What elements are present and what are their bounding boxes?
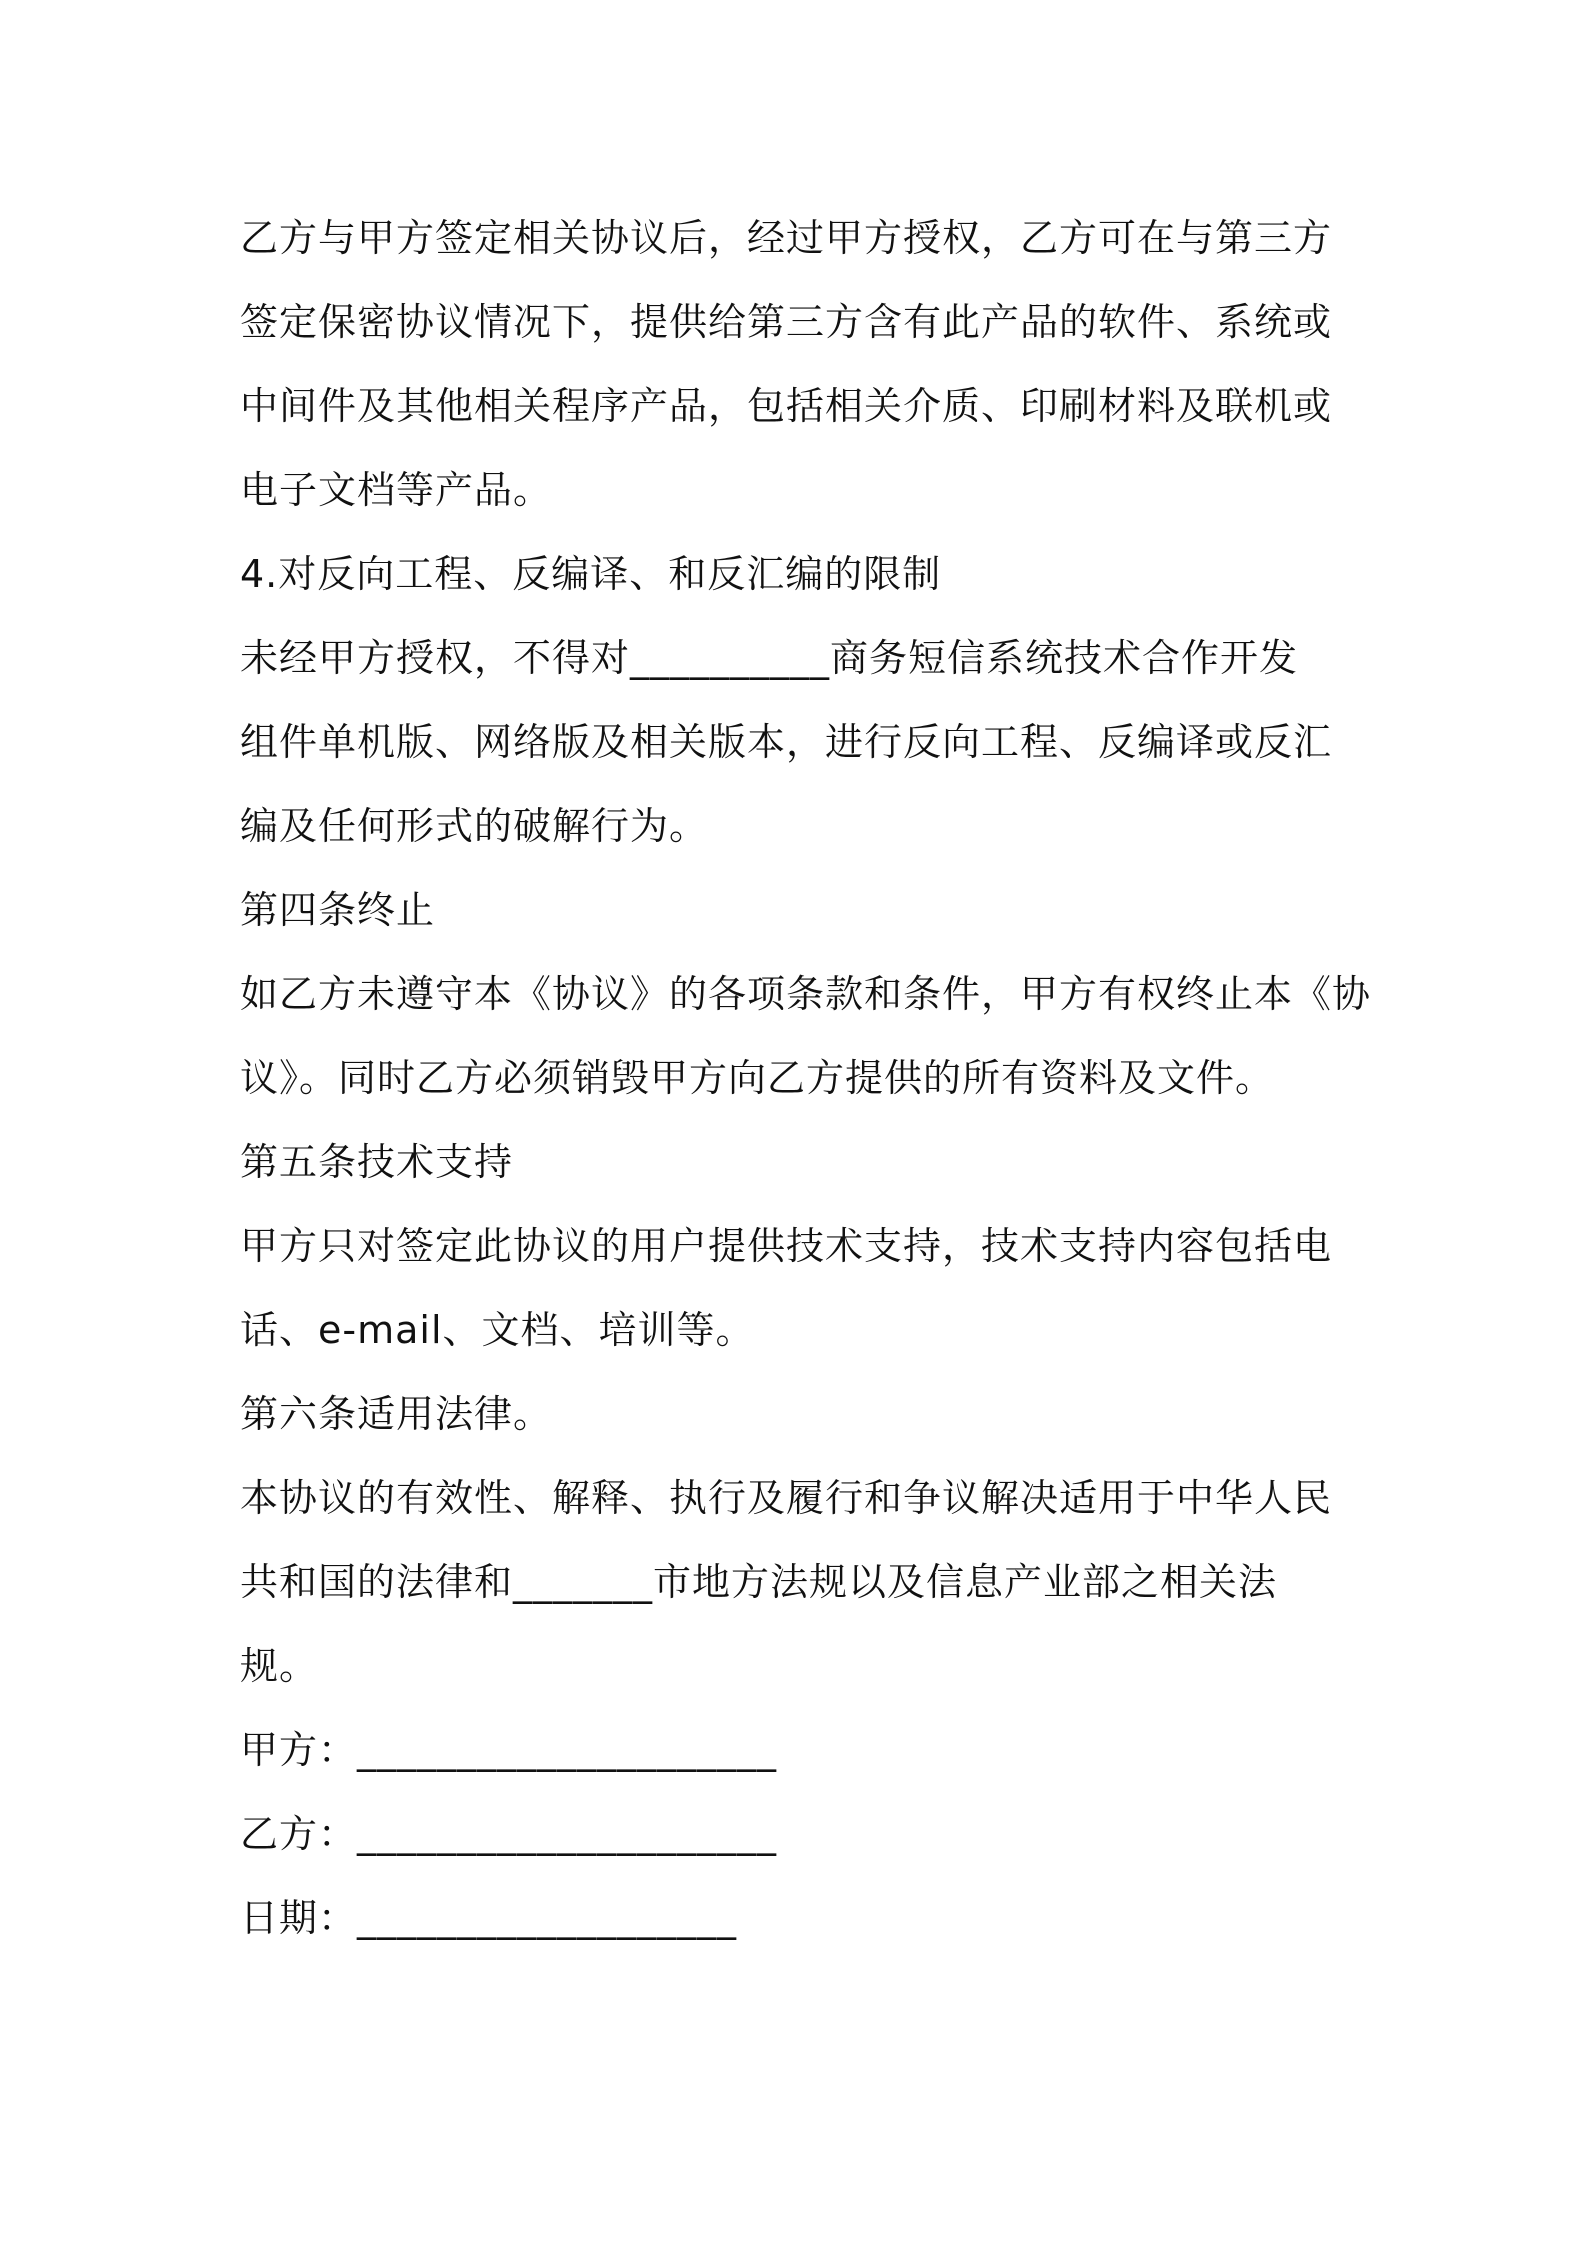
signature-line-party-b: 乙方：_____________________ [240, 1812, 778, 1856]
paragraph-line: 议》。同时乙方必须销毁甲方向乙方提供的所有资料及文件。 [240, 1056, 1275, 1100]
section-heading: 4.对反向工程、反编译、和反汇编的限制 [240, 552, 942, 596]
paragraph-line: 电子文档等产品。 [240, 468, 553, 512]
paragraph-line: 话、e-mail、文档、培训等。 [240, 1308, 755, 1352]
date-line: 日期：___________________ [240, 1896, 738, 1940]
paragraph-line: 共和国的法律和_______市地方法规以及信息产业部之相关法 [240, 1560, 1278, 1604]
paragraph-line: 本协议的有效性、解释、执行及履行和争议解决适用于中华人民 [240, 1476, 1333, 1520]
paragraph-line: 签定保密协议情况下，提供给第三方含有此产品的软件、系统或 [240, 300, 1333, 344]
paragraph-line: 组件单机版、网络版及相关版本，进行反向工程、反编译或反汇 [240, 720, 1333, 764]
paragraph-line: 甲方只对签定此协议的用户提供技术支持，技术支持内容包括电 [240, 1224, 1333, 1268]
paragraph-line: 中间件及其他相关程序产品，包括相关介质、印刷材料及联机或 [240, 384, 1333, 428]
section-heading: 第五条技术支持 [240, 1140, 514, 1184]
document-body [240, 196, 1372, 1960]
paragraph-line: 编及任何形式的破解行为。 [240, 804, 709, 848]
section-heading: 第四条终止 [240, 888, 436, 932]
paragraph-line: 如乙方未遵守本《协议》的各项条款和条件，甲方有权终止本《协 [240, 972, 1372, 1016]
paragraph-line: 乙方与甲方签定相关协议后，经过甲方授权，乙方可在与第三方 [240, 216, 1333, 260]
paragraph-line: 未经甲方授权，不得对__________商务短信系统技术合作开发 [240, 636, 1299, 680]
section-heading: 第六条适用法律。 [240, 1392, 553, 1436]
paragraph-line: 规。 [240, 1644, 319, 1688]
signature-line-party-a: 甲方：_____________________ [240, 1728, 778, 1772]
